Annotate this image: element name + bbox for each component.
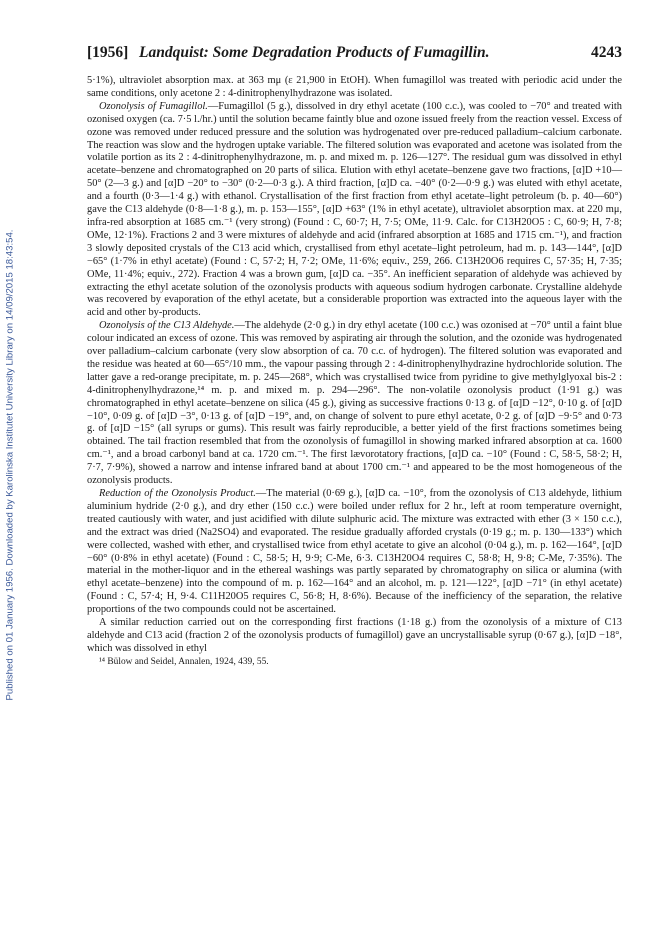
header-title: Landquist: Some Degradation Products of Fumagillin. xyxy=(139,44,490,61)
download-note: Published on 01 January 1956. Downloaded by Karolinska Institutet University Library on 14/09/2015 18:43:54. xyxy=(4,229,16,701)
paragraph: 5·1%), ultraviolet absorption max. at 363 mμ (ε 21,900 in EtOH). When fumagillol was treated with periodic acid under the same conditions, only acetone 2 : 4-dinitrophenylhydrazone was isolated. xyxy=(87,75,622,99)
paragraph: A similar reduction carried out on the corresponding first fractions (1·18 g.) from the ozonolysis of a mixture of C13 aldehyde and C13 acid (fraction 2 of the ozonolysis products of fumagillol) gave an uncrystallisable syrup (0·67 g.), [α]D −18°, which was dissolved in ethyl xyxy=(87,617,622,654)
page-number: 4243 xyxy=(591,44,622,61)
paragraph: Reduction of the Ozonolysis Product.—The material (0·69 g.), [α]D ca. −10°, from the ozonolysis of C13 aldehyde, lithium aluminium hydride (2·0 g.), and dry ether (150 c.c.) were boiled under reflux for 2 hr., left at room temperature overnight, treated cautiously with water, and just acidified with dilute sulphuric acid. The mixture was extracted with ether (3 × 150 c.c.), and the extract was dried (Na2SO4) and evaporated. The residue gradually afforded crystals (0·19 g.; m. p. 130—133°) which were collected, washed with ether, and crystallised twice from ethyl acetate to give an alcohol (0·04 g.), m. p. 162—164°, [α]D −60° (0·8% in ethyl acetate) (Found : C, 58·5; H, 9·9; C-Me, 6·3. C13H20O4 requires C, 58·8; H, 9·8; C-Me, 7·35%). The material in the mother-liquor and in the ethereal washings was partly separated by chromatography on silica or alumina (with ethyl acetate–benzene) into the compound of m. p. 162—164° and an alcohol, m. p. 121—122°, [α]D −71° (in ethyl acetate) (Found : C, 57·4; H, 9·4. C11H20O5 requires C, 56·8; H, 8·6%). Because of the inefficiency of the separation, the relative proportions of the two compounds could not be ascertained. xyxy=(87,488,622,616)
download-watermark xyxy=(4,60,16,870)
header-year: [1956] xyxy=(87,44,129,61)
section-lead: Reduction of the Ozonolysis Product. xyxy=(99,488,256,499)
section-lead: Ozonolysis of Fumagillol. xyxy=(99,100,208,112)
paragraph: Ozonolysis of the C13 Aldehyde.—The aldehyde (2·0 g.) in dry ethyl acetate (100 c.c.) was ozonised at −70° until a faint blue colour indicated an excess of ozone. This was removed by aspirating air through the solution, and the ozonide was hydrogenated over palladium–calcium carbonate (very slow absorption of ca. 70 c.c. of hydrogen). The filtered solution was evaporated and the residue was heated at 60—65°/10 mm., the vapour passing through 2 : 4-dinitrophenylhydrazine hydrochloride solution. The latter gave a red-orange precipitate, m. p. 245—268°, which was crystallised twice from pyridine to give methylglyoxal bis-2 : 4-dinitrophenylhydrazone,¹⁴ m. p. and mixed m. p. 294—296°. The non-volatile ozonolysis product (1·91 g.) was chromatographed in ethyl acetate–benzene on silica (45 g.), giving as successive fractions 0·13 g. of [α]D −12°, 0·10 g. of [α]D −10°, 0·09 g. of [α]D −3°, 0·13 g. of [α]D −19°, and, on change of solvent to pure ethyl acetate, 0·2 g. of [α]D −9·5° and 0·73 g. of [α]D −15° (all syrups or gums). This result was fairly reproducible, a better yield of the first fractions sometimes being obtained. The tail fraction resembled that from the ozonolysis of fumagillol in showing marked infrared absorption at ca. 1600 cm.⁻¹, and a broad carbonyl band at ca. 1720 cm.⁻¹. The first lævorotatory fractions, [α]D ca. −10° (Found : C, 58·5, 58·2; H, 7·7, 7·9%), showed a narrow and intense infrared band at about 1700 cm.⁻¹ and appeared to be the most homogeneous of the ozonolysis products. xyxy=(87,320,622,487)
section-lead: Ozonolysis of the C13 Aldehyde. xyxy=(99,320,235,332)
paragraph: Ozonolysis of Fumagillol.—Fumagillol (5 g.), dissolved in dry ethyl acetate (100 c.c.), was cooled to −70° and treated with ozonised oxygen (ca. 7·5 l./hr.) until the solution became faintly blue and ozone issued freely from the reaction vessel. Excess of ozone was removed under reduced pressure and the solution was hydrogenated over pre-reduced palladium–calcium carbonate. The reaction was slow and the hydrogen uptake variable. The filtered solution was evaporated and acetone was isolated from the volatile portion as its 2 : 4-dinitrophenylhydrazone, m. p. and mixed m. p. 126—127°. The residual gum was dissolved in ethyl acetate–benzene and chromatographed on 20 parts of silica. Elution with ethyl acetate–benzene gave two fractions, [α]D +10—50° (2—3 g.) and [α]D −20° to −30° (0·2—0·3 g.). A third fraction, [α]D ca. −40° (0·2—0·9 g.) was eluted with ethyl acetate, and a fourth (0·3—1·4 g.) with ethanol. Crystallisation of the first fraction from ethyl acetate–light petroleum (b. p. 40—60°) gave the C13 aldehyde (0·8—1·8 g.), m. p. 153—155°, [α]D +63° (1% in ethyl acetate), ultraviolet absorption max. at 220 mμ, infra-red absorption at 1685 cm.⁻¹ (very strong) (Found : C, 60·7; H, 7·5; OMe, 11·9. Calc. for C13H20O5 : C, 60·9; H, 7·8; OMe, 12·1%). Fractions 2 and 3 were mixtures of aldehyde and acid (infrared absorption at 1685 and 1715 cm.⁻¹), and fraction 3 slowly deposited crystals of the C13 acid which, crystallised from ethyl acetate–light petroleum, had m. p. 143—144°, [α]D −65° (1·7% in ethyl acetate) (Found : C, 57·2; H, 7·2; OMe, 11·6%; equiv., 259, 266. C13H20O6 requires C, 57·35; H, 7·35; OMe, 11·4%; equiv., 272). Fraction 4 was a brown gum, [α]D ca. −35°. An inefficient separation of aldehyde was achieved by extracting the ethyl acetate solution of the ozonolysis products with aqueous sodium hydrogen carbonate. Crystalline aldehyde was recovered by evaporation of the ethyl acetate, but a considerable proportion was extracted into the aqueous layer with the acid and other by-products. xyxy=(87,100,622,319)
footnote: ¹⁴ Bülow and Seidel, Annalen, 1924, 439, 55. xyxy=(99,656,269,667)
body-text xyxy=(87,75,622,669)
